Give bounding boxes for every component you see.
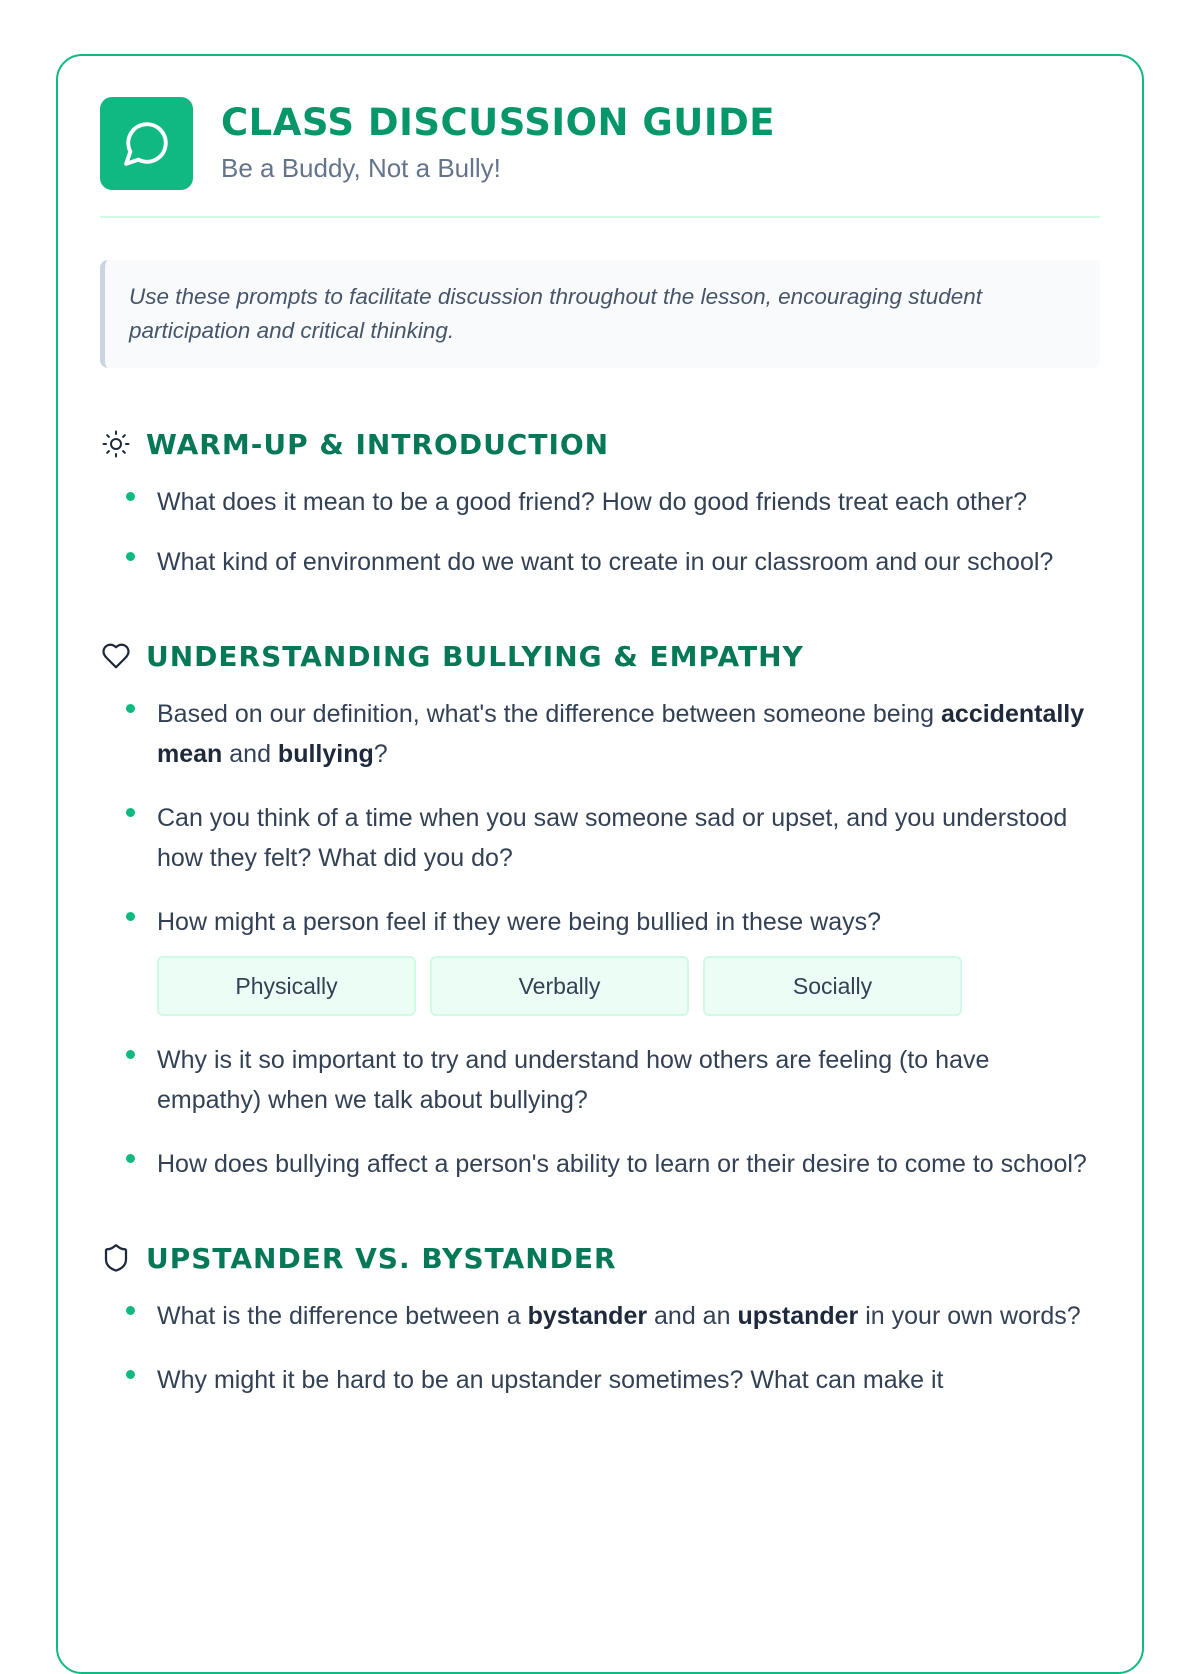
shield-icon: [100, 1242, 132, 1274]
bold-term: bullying: [277, 740, 374, 768]
section-title: UNDERSTANDING BULLYING & EMPATHY: [146, 639, 804, 673]
section-title: UPSTANDER VS. BYSTANDER: [146, 1241, 617, 1275]
discussion-guide-card: [56, 54, 1144, 1674]
question-text: in your own words?: [858, 1302, 1081, 1330]
bullet-dot: [126, 1154, 135, 1163]
question-text: Based on our definition, what's the difference between someone being: [157, 700, 942, 728]
question-text: What kind of environment do we want to create in our classroom and our school?: [157, 548, 1054, 576]
question-list: [100, 694, 1100, 1184]
question-text: and an: [647, 1302, 738, 1330]
list-item: [157, 902, 1100, 1016]
bullet-dot: [126, 808, 135, 817]
page-title: CLASS DISCUSSION GUIDE: [221, 101, 776, 145]
bullying-type-chips: [157, 956, 1096, 1016]
chip-verbally: Verbally: [430, 956, 689, 1016]
bold-term: bystander: [527, 1302, 648, 1330]
list-item: [157, 694, 1100, 774]
guide-header: [100, 96, 1100, 190]
question-text: What is the difference between a: [157, 1302, 528, 1330]
section-title: WARM-UP & INTRODUCTION: [146, 427, 610, 461]
list-item: [157, 1144, 1100, 1184]
bullet-dot: [126, 912, 135, 921]
list-item: [157, 798, 1100, 878]
section-header: [100, 636, 1100, 676]
bullet-dot: [126, 492, 135, 501]
question-text: Can you think of a time when you saw someone sad or upset, and you understood how they felt? What did you do?: [157, 804, 1068, 872]
question-text: Why might it be hard to be an upstander sometimes? What can make it: [157, 1366, 944, 1394]
page-subtitle: Be a Buddy, Not a Bully!: [221, 152, 501, 183]
question-text: Why is it so important to try and understand how others are feeling (to have empathy) when we talk about bullying?: [157, 1046, 990, 1114]
bold-term: accidentally mean: [157, 700, 1085, 768]
intro-note: Use these prompts to facilitate discussion throughout the lesson, encouraging student participation and critical thinking.: [100, 260, 1100, 368]
bullet-dot: [126, 552, 135, 561]
question-list: [100, 482, 1100, 582]
question-text: ?: [373, 740, 388, 768]
bullet-dot: [126, 704, 135, 713]
question-text: How might a person feel if they were being bullied in these ways?: [157, 908, 882, 936]
section-upstander-bystander: [100, 1238, 1100, 1400]
bullet-dot: [126, 1050, 135, 1059]
list-item: [157, 1040, 1100, 1120]
section-header: [100, 424, 1100, 464]
title-block: [221, 102, 775, 184]
header-divider: [100, 216, 1100, 218]
question-text: and: [222, 740, 278, 768]
chip-socially: Socially: [703, 956, 962, 1016]
list-item: [157, 482, 1100, 522]
heart-icon: [100, 640, 132, 672]
section-understanding-bullying: [100, 636, 1100, 1184]
list-item: [157, 1296, 1100, 1336]
question-text: What does it mean to be a good friend? How do good friends treat each other?: [157, 488, 1027, 516]
chip-physically: Physically: [157, 956, 416, 1016]
bullet-dot: [126, 1370, 135, 1379]
question-text: How does bullying affect a person's ability to learn or their desire to come to school?: [157, 1150, 1087, 1178]
list-item: [157, 1360, 1100, 1400]
sun-icon: [100, 428, 132, 460]
chat-bubble-icon: [100, 97, 193, 190]
section-warm-up: [100, 424, 1100, 582]
list-item: [157, 542, 1100, 582]
question-list: [100, 1296, 1100, 1400]
section-header: [100, 1238, 1100, 1278]
bullet-dot: [126, 1306, 135, 1315]
bold-term: upstander: [737, 1302, 859, 1330]
